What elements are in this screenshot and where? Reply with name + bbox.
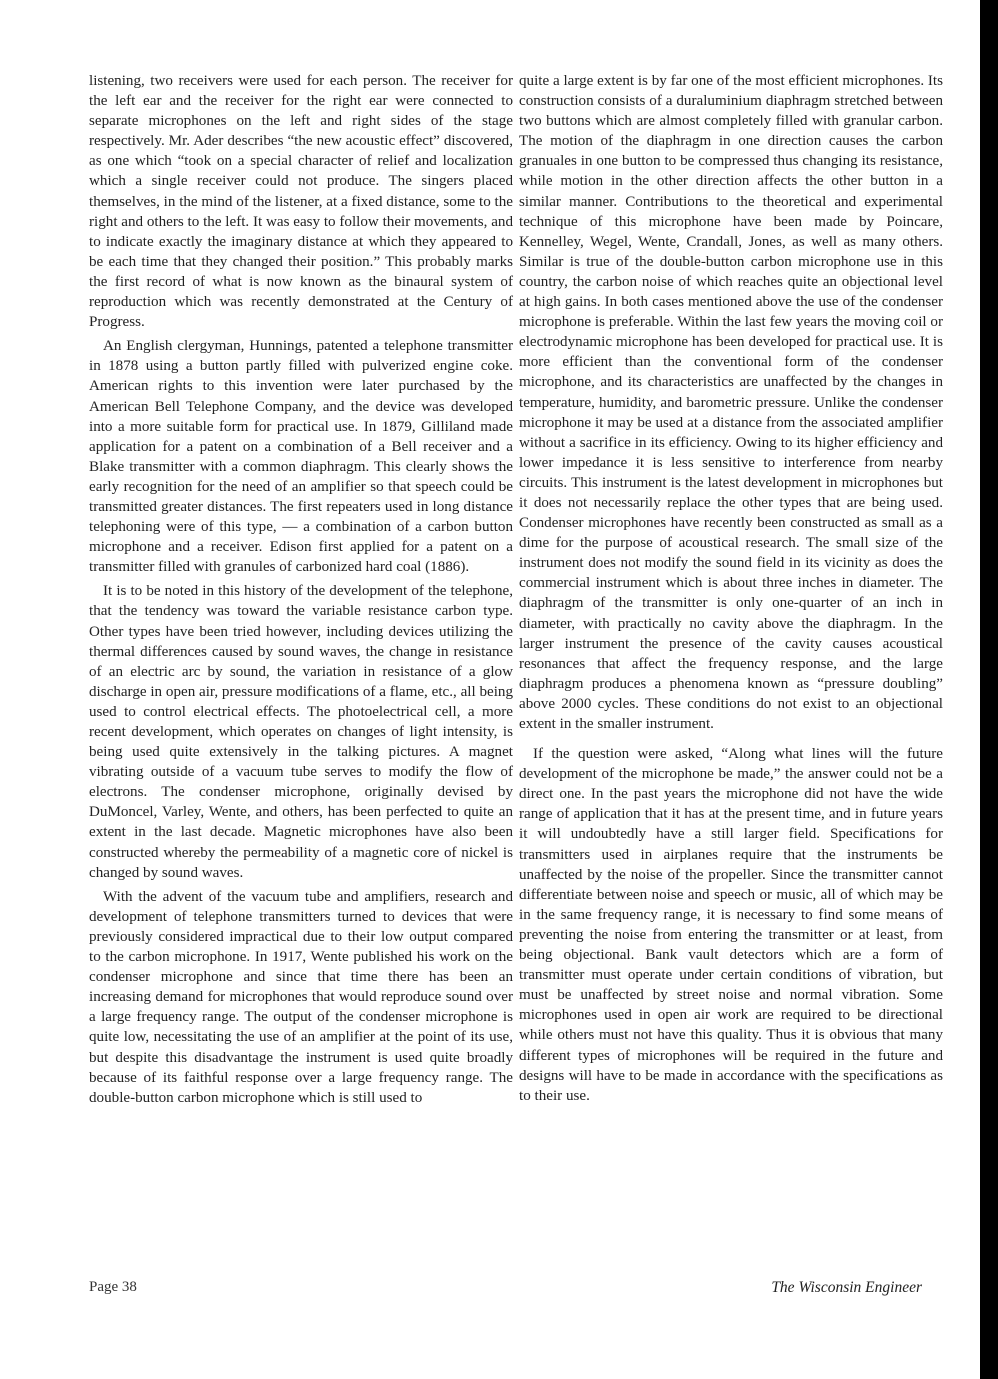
publication-title: The Wisconsin Engineer	[771, 1279, 922, 1296]
paragraph: With the advent of the vacuum tube and amplifiers, research and development of telephone transmitters turned to devices that were previously considered impractical due to their low output compared to the carbon microphone. In 1917, Wente published his work on the condenser microphone and since that time there has been an increasing demand for microphones that would reproduce sound over a large frequency range. The output of the condenser microphone is quite low, necessitating the use of an amplifier at the point of its use, but despite this disadvantage the instrument is used quite broadly because of its faithful response over a large frequency range. The double-button carbon microphone which is still used to	[89, 888, 513, 1106]
right-column	[519, 71, 943, 1110]
paragraph: quite a large extent is by far one of the most efficient microphones. Its construction consists of a duraluminium diaphragm stretched between two buttons which are almost completely filled with granular carbon. The motion of the diaphragm in one direction causes the carbon granuales in one button to be compressed thus changing its resistance, while motion in the other direction affects the other button in a similar manner. Contributions to the theoretical and experimental technique of this microphone have been made by Poincare, Kennelley, Wegel, Wente, Crandall, Jones, as well as many others. Similar is true of the double-button carbon microphone use in this country, the carbon noise of which reaches quite an objectional level at high gains. In both cases mentioned above the use of the condenser microphone is preferable. Within the last few years the moving coil or electrodynamic microphone has been developed for practical use. It is more efficient than the conventional form of the condenser microphone, and its characteristics are unaffected by the changes in temperature, humidity, and barometric pressure. Unlike the condenser microphone it may be used at a distance from the associated amplifier without a sacrifice in its efficiency. Owing to its higher efficiency and lower impedance it is less sensitive to interference from nearby circuits. This instrument is the latest development in microphones but it does not necessarily replace the other types that are being used. Condenser microphones have recently been constructed as small as a dime for the purpose of acoustical research. The small size of the instrument does not modify the sound field in its vicinity as does the commercial instrument which is about three inches in diameter. The diaphragm of the transmitter is only one-quarter of an inch in diameter, with practically no cavity above the diaphragm. In the larger instrument the presence of the cavity causes acoustical resonances that affect the frequency response, and the large diaphragm produces a phenomena known as “pressure doubling” above 2000 cycles. These conditions do not exist to an objectional extent in the smaller instrument.	[519, 73, 943, 732]
paragraph: An English clergyman, Hunnings, patented a telephone transmitter in 1878 using a button partly filled with pulverized engine coke. American rights to this invention were later purchased by the American Bell Telephone Company, and the device was developed into a more suitable form for practical use. In 1879, Gilliland made application for a patent on a combination of a Bell receiver and a Blake transmitter with a common diaphragm. This clearly shows the early recognition for the need of an amplifier so that speech could be transmitted greater distances. The first repeaters used in long distance telephoning were of this type, — a combination of a carbon button microphone and a receiver. Edison first applied for a patent on a transmitter filled with granules of carbonized hard coal (1886).	[89, 338, 513, 576]
paragraph: listening, two receivers were used for each person. The receiver for the left ear and the receiver for the right ear were connected to separate microphones on the left and right sides of the stage respectively. Mr. Ader describes “the new acoustic effect” discovered, as one which “took on a special character of relief and localization which a single receiver could not produce. The singers placed themselves, in the mind of the listener, at a fixed distance, some to the right and others to the left. It was easy to follow their movements, and to indicate exactly the imaginary distance at which they appeared to be each time that they changed their position.” This probably marks the first record of what is now known as the binaural system of reproduction which was recently demonstrated at the Century of Progress.	[89, 73, 513, 331]
paragraph: It is to be noted in this history of the development of the telephone, that the tendency was toward the variable resistance carbon type. Other types have been tried however, including devices utilizing the thermal differences caused by sound waves, the change in resistance of an electric arc by sound, the variation in resistance of a glow discharge in open air, pressure modifications of a flame, etc., all being used to control electrical effects. The photoelectrical cell, a more recent development, which operates on changes of light intensity, is being used quite extensively in the talking pictures. A magnet vibrating outside of a vacuum tube serves to modify the flow of electrons. The condenser microphone, originally devised by DuMoncel, Varley, Wente, and others, has been perfected to quite an extent in the last decade. Magnetic microphones have also been constructed whereby the permeability of a magnetic core of nickel is changed by sound waves.	[89, 583, 513, 881]
left-column	[89, 71, 513, 1112]
paragraph: If the question were asked, “Along what lines will the future development of the microphone be made,” the answer could not be a direct one. In the past years the microphone did not have the wide range of application that it has at the present time, and in future years it will undoubtedly have a still larger field. Specifications for transmitters used in airplanes require that the instruments be unaffected by the noise of the propeller. Since the transmitter cannot differentiate between noise and speech or music, all of which may be in the same frequency range, it is necessary to find some means of preventing the noise from entering the transmitter or at least, from being objectional. Bank vault detectors which are a form of transmitter must operate under certain conditions of vibration, but must be unaffected by street noise and normal vibration. Some microphones used in open air work are required to be directional while others must not have this quality. Thus it is obvious that many different types of microphones will be required in the future and designs will have to be made in accordance with the specifications as to their use.	[519, 746, 943, 1104]
page-number: Page 38	[89, 1279, 137, 1295]
